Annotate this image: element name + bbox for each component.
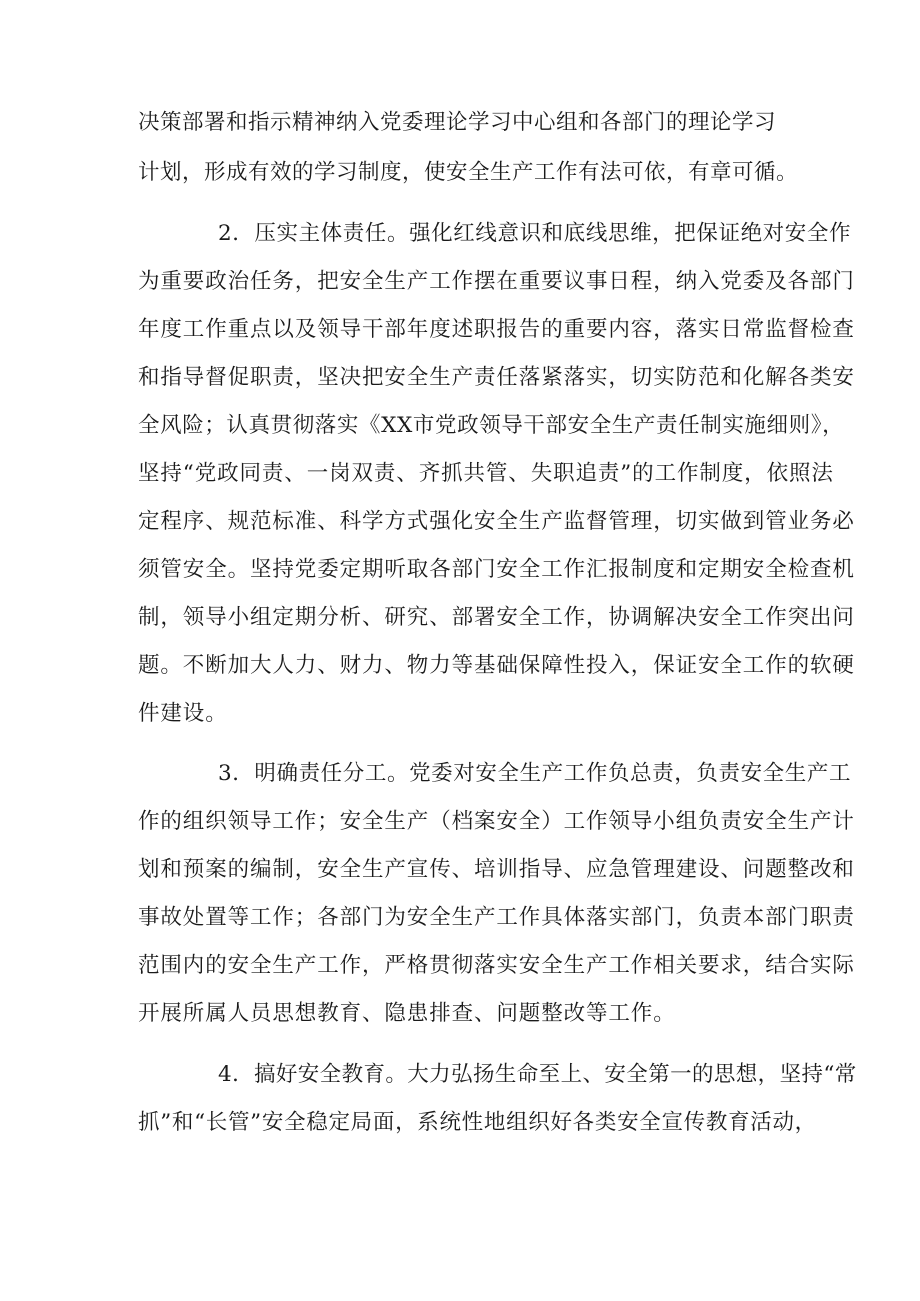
text-line: 开展所属人员思想教育、隐患排查、问题整改等工作。 (138, 1001, 676, 1026)
text-line: 3．明确责任分工。党委对安全生产工作负总责，负责安全生产工 (218, 761, 852, 786)
text-line: 范围内的安全生产工作，严格贯彻落实安全生产工作相关要求，结合实际 (138, 953, 855, 978)
text-line: 抓”和“长管”安全稳定局面，系统性地组织好各类安全宣传教育活动， (138, 1110, 817, 1135)
text-line: 划和预案的编制，安全生产宣传、培训指导、应急管理建设、问题整改和 (138, 857, 855, 882)
text-line: 题。不断加大人力、财力、物力等基础保障性投入，保证安全工作的软硬 (138, 653, 855, 678)
text-line: 年度工作重点以及领导干部年度述职报告的重要内容，落实日常监督检查 (138, 317, 855, 342)
text-line: 2．压实主体责任。强化红线意识和底线思维，把保证绝对安全作 (218, 221, 852, 246)
text-line: 定程序、规范标准、科学方式强化安全生产监督管理，切实做到管业务必 (138, 509, 855, 534)
text-line: 全风险；认真贯彻落实《XX市党政领导干部安全生产责任制实施细则》， (138, 413, 845, 438)
text-line: 为重要政治任务，把安全生产工作摆在重要议事日程，纳入党委及各部门 (138, 269, 855, 294)
text-line: 坚持“党政同责、一岗双责、齐抓共管、失职追责”的工作制度，依照法 (138, 461, 834, 486)
text-line: 决策部署和指示精神纳入党委理论学习中心组和各部门的理论学习 (138, 110, 777, 135)
text-line: 件建设。 (138, 701, 228, 726)
text-line: 和指导督促职责，坚决把安全生产责任落紧落实，切实防范和化解各类安 (138, 365, 855, 390)
text-line: 作的组织领导工作；安全生产（档案安全）工作领导小组负责安全生产计 (138, 809, 855, 834)
text-line: 4．搞好安全教育。大力弘扬生命至上、安全第一的思想，坚持“常 (218, 1062, 857, 1087)
text-line: 计划，形成有效的学习制度，使安全生产工作有法可依，有章可循。 (138, 160, 799, 185)
text-line: 须管安全。坚持党委定期听取各部门安全工作汇报制度和定期安全检查机 (138, 557, 855, 582)
text-line: 制，领导小组定期分析、研究、部署安全工作，协调解决安全工作突出问 (138, 605, 855, 630)
text-line: 事故处置等工作；各部门为安全生产工作具体落实部门，负责本部门职责 (138, 905, 855, 930)
